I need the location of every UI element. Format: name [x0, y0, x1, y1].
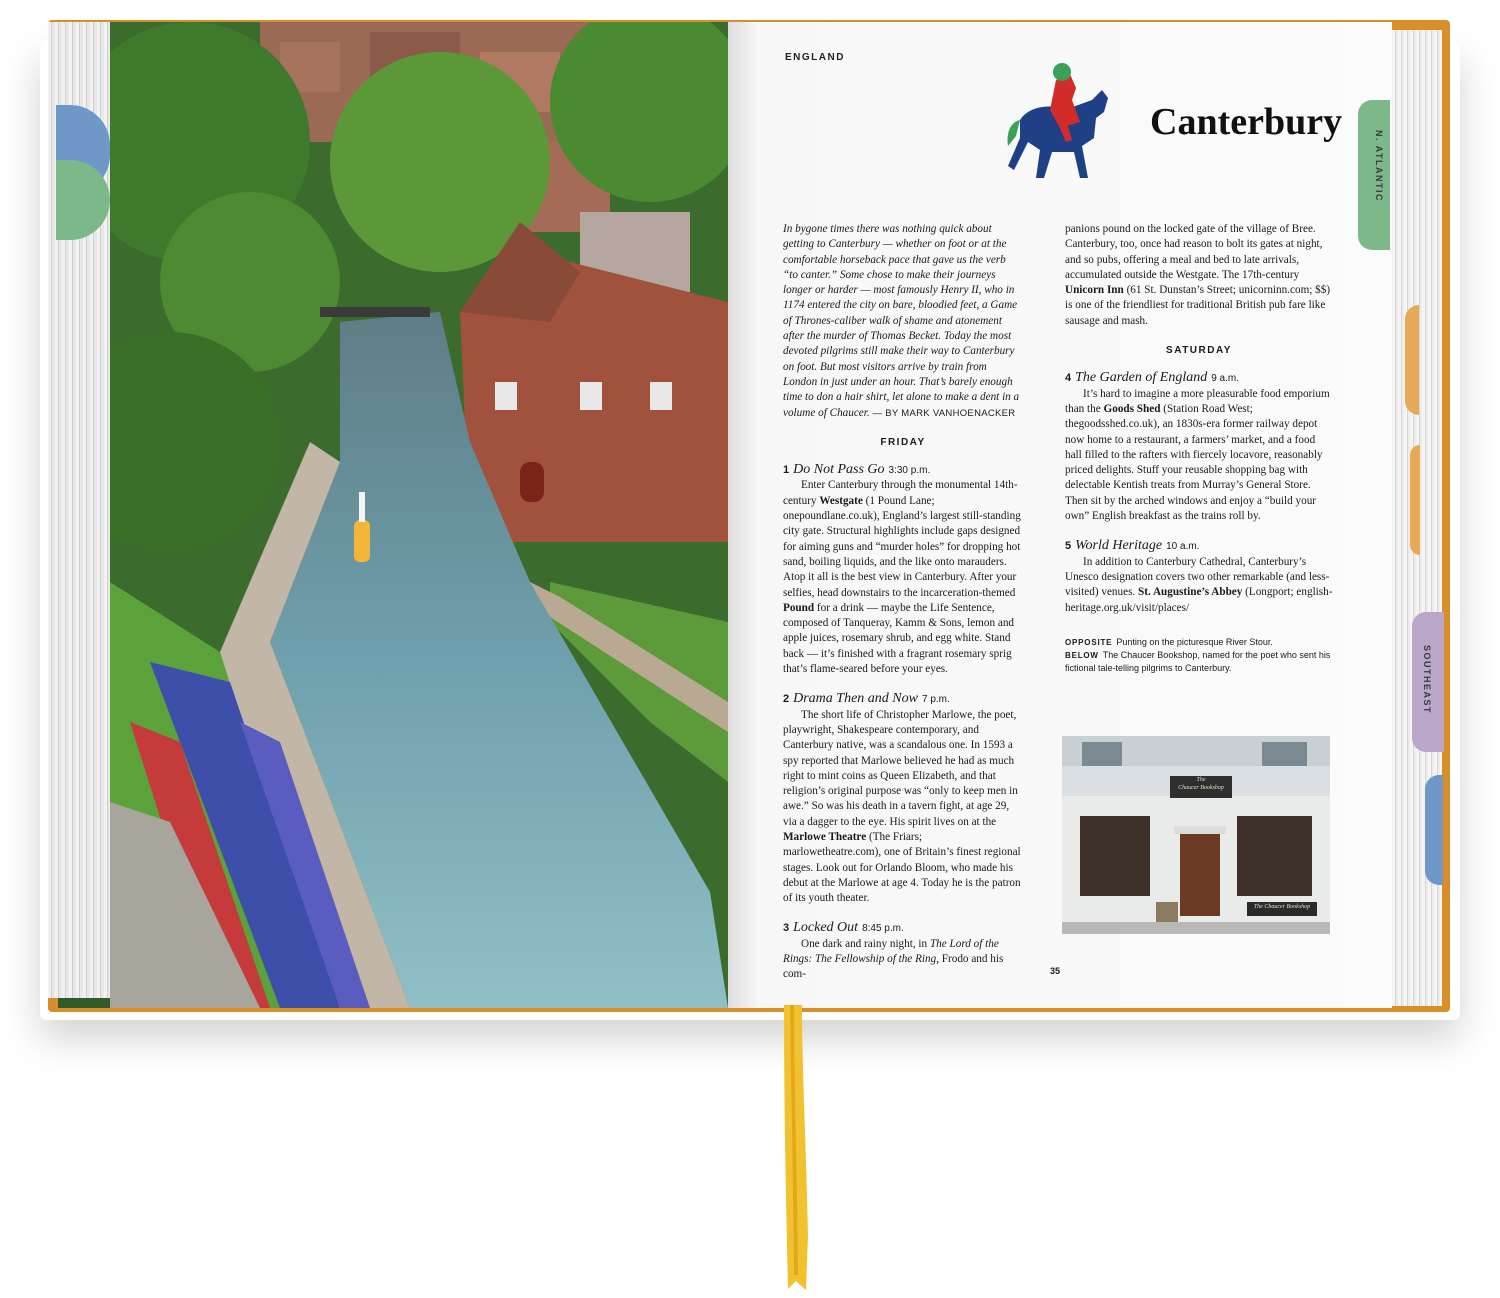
caption-label: OPPOSITE	[1065, 637, 1113, 647]
side-tab-blue[interactable]	[1425, 775, 1443, 885]
body-text: (61 St. Dunstan’s Street; unicorninn.com; $$) is one of the friendliest for traditional British pub fare like sausage and mash.	[1065, 284, 1331, 327]
body-text: (Longport; english-heritage.org.uk/visit/places/	[1065, 586, 1333, 614]
body-text: , Frodo and his com-	[783, 953, 1004, 981]
item-number: 4	[1065, 372, 1072, 385]
item-time: 3:30 p.m.	[888, 465, 931, 477]
side-tab-orange-1[interactable]	[1405, 305, 1419, 415]
item-time: 10 a.m.	[1166, 541, 1200, 553]
body-text: One dark and rainy night, in	[801, 937, 930, 950]
intro-text: In bygone times there was nothing quick about getting to Canterbury — whether on foot or at the comfortable horseback pace that gave us the verb “to canter.” Some chose to make their journeys longer or harder — most famously Henry II, who in 1174 entered the city on bare, bloodied feet, a Game of Thrones-caliber walk of shame and atonement after the murder of Thomas Becket. Today the most devoted pilgrims still make their way to Canterbury on foot. But most visitors arrive by train from London in just under an hour. That’s barely enough time to don a hair shirt, let alone to make a dent in a volume of Chaucer.	[783, 223, 1020, 419]
caption-below	[1065, 649, 1333, 675]
ribbon-bookmark[interactable]	[782, 1005, 808, 1290]
item-3-continued	[1065, 222, 1333, 329]
caption-text: The Chaucer Bookshop, named for the poet who sent his fictional tale-telling pilgrims to Canterbury.	[1065, 649, 1331, 673]
body-text: Enter Canterbury through the monumental 14th-century	[783, 479, 1018, 507]
item-time: 7 p.m.	[921, 694, 950, 706]
item-time: 8:45 p.m.	[862, 923, 904, 935]
item-4-body	[1065, 387, 1333, 525]
body-text: for a drink — maybe the Life Sentence, composed of Tanqueray, Kamm & Sons, lemon and apple juices, rosemary shrub, and egg white. Stand back — it’s finished with a fragrant rosemary sprig that’s flame-seared before your eyes.	[783, 601, 1015, 676]
side-tab-orange-2[interactable]	[1410, 445, 1420, 555]
place-name: St. Augustine’s Abbey	[1138, 586, 1243, 599]
horse-rider-icon	[1000, 60, 1125, 185]
item-title: Drama Then and Now	[793, 691, 918, 707]
caption-opposite	[1065, 636, 1333, 649]
item-5-body	[1065, 555, 1333, 616]
place-name: Westgate	[819, 494, 863, 507]
intro-paragraph	[783, 222, 1023, 421]
item-title: World Heritage	[1075, 538, 1163, 554]
caption-label: BELOW	[1065, 650, 1099, 660]
page-number: 35	[1050, 966, 1061, 976]
item-number: 3	[783, 922, 790, 935]
book-title: The Lord of the Rings: The Fellowship of the Ring	[783, 937, 999, 966]
country-label: ENGLAND	[785, 52, 845, 63]
item-3-body	[783, 937, 1023, 983]
river-stour-photo	[110, 22, 728, 1008]
item-title: Locked Out	[793, 920, 859, 936]
item-1-heading	[783, 462, 1023, 478]
shop-lower-sign: The Chaucer Bookshop	[1253, 904, 1311, 910]
caption-text: Punting on the picturesque River Stour.	[1116, 636, 1273, 647]
text-column-left	[783, 222, 1023, 983]
item-5-heading	[1065, 538, 1333, 554]
place-name: Unicorn Inn	[1065, 284, 1124, 297]
body-text: It’s hard to imagine a more pleasurable food emporium than the	[1065, 387, 1330, 415]
body-text: The short life of Christopher Marlowe, the poet, playwright, Shakespeare contemporary, and Canterbury native, was a scandalous one. In 1593 a spy reported that Marlowe believed he had as much right to mint coins as Queen Elizabeth, and that religion’s original purpose was “only to keep men in awe.” So was his death in a tavern fight, at age 29, via a dagger to the eye. His spirit lives on at the	[783, 708, 1018, 828]
body-text: (The Friars; marlowetheatre.com), one of Britain’s finest regional stages. Look out for Orlando Bloom, who made his debut at the Marlowe at age 4. Today he is the patron of its youth theater.	[783, 830, 1021, 905]
text-column-right	[1065, 222, 1333, 675]
item-2-body	[783, 708, 1023, 907]
chaucer-bookshop-photo	[1062, 736, 1330, 934]
byline: — BY MARK VANHOENACKER	[872, 407, 1016, 419]
shop-sign	[1170, 776, 1232, 798]
day-heading-friday: FRIDAY	[880, 436, 926, 448]
side-tab-atlantic-label: N. ATLANTIC	[1374, 130, 1384, 202]
item-number: 1	[783, 464, 790, 477]
item-1-body	[783, 478, 1023, 677]
body-text: panions pound on the locked gate of the village of Bree. Canterbury, too, once had reason to bolt its gates at night, and so pubs, offering a meal and bed to late arrivals, accumulated outside the Westgate. The 17th-century	[1065, 223, 1323, 281]
item-4-heading	[1065, 370, 1333, 386]
shop-sign-line: Chaucer Bookshop	[1178, 785, 1224, 791]
item-title: Do Not Pass Go	[793, 462, 885, 478]
place-name: Goods Shed	[1103, 402, 1161, 415]
item-3-heading	[783, 920, 1023, 936]
item-title: The Garden of England	[1075, 370, 1208, 386]
shop-sign-line: The	[1196, 777, 1206, 783]
item-time: 9 a.m.	[1211, 373, 1240, 385]
side-tab-southeast-label: SOUTHEAST	[1422, 645, 1432, 715]
item-number: 2	[783, 693, 790, 706]
place-name: Marlowe Theatre	[783, 830, 867, 843]
day-heading-saturday: SATURDAY	[1166, 345, 1232, 357]
item-number: 5	[1065, 540, 1072, 553]
body-text: In addition to Canterbury Cathedral, Canterbury’s Unesco designation covers two other remarkable (and less-visited) venues.	[1065, 555, 1330, 599]
place-name: Pound	[783, 601, 815, 614]
body-text: (Station Road West; thegoodsshed.co.uk), an 1830s-era former railway depot now home to a restaurant, a farmers’ market, and a food hall filled to the rafters with fiercely locavore, reasonably priced delights. Stuff your reusable shopping bag with delectable Kentish treats from Murray’s General Store. Then sit by the arched windows and enjoy a “build your own” English breakfast as the trains roll by.	[1065, 402, 1323, 523]
city-title: Canterbury	[1150, 101, 1343, 143]
item-2-heading	[783, 691, 1023, 707]
body-text: (1 Pound Lane; onepoundlane.co.uk), England’s largest still-standing city gate. Structural highlights include gaps designed for aiming guns and “murder holes” for dropping hot sand, boiling liquids, and the like onto marauders. Atop it all is the best view in Canterbury. After your selfies, head downstairs to the incarceration-themed	[783, 494, 1021, 599]
